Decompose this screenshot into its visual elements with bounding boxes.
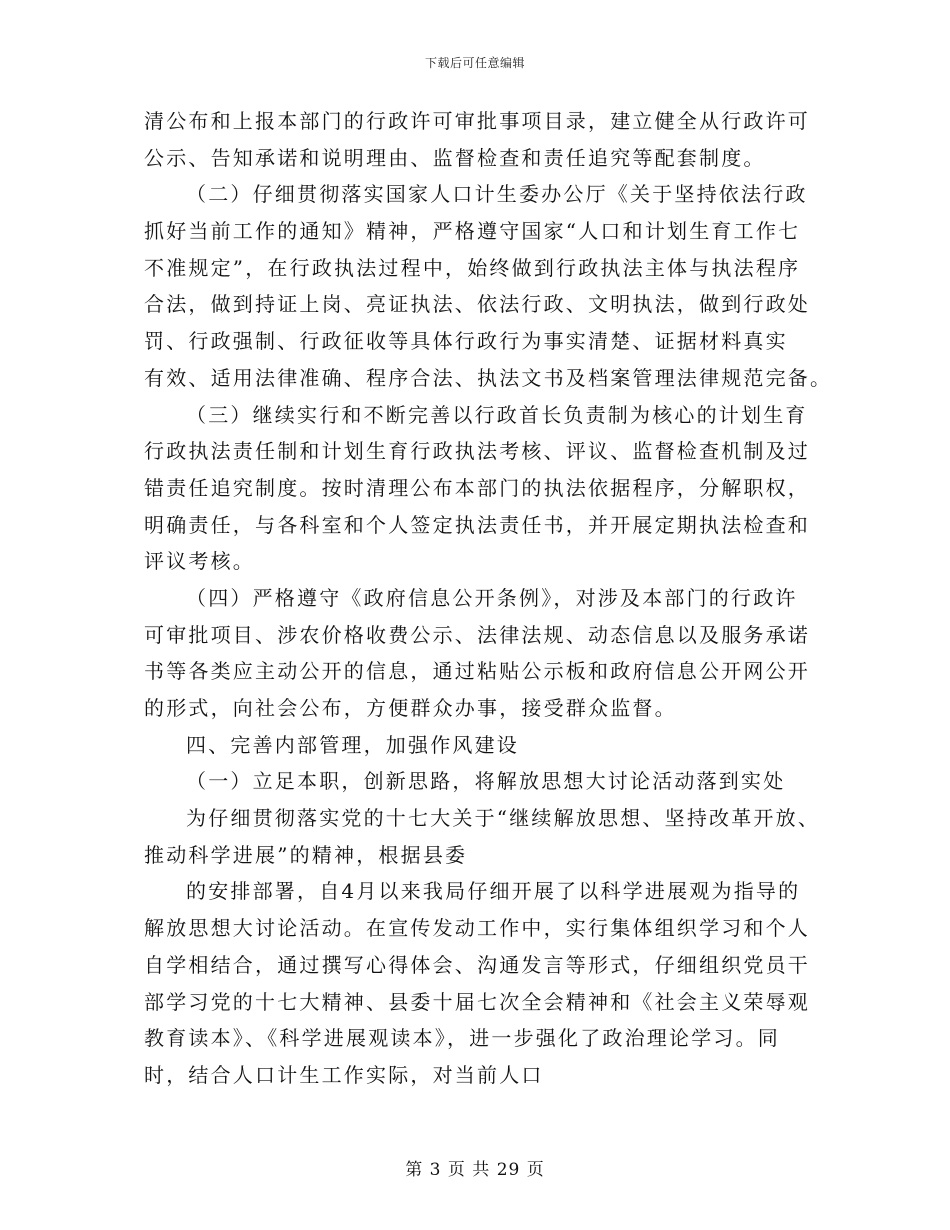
body-line: 抓好当前工作的通知》精神，严格遵守国家“人口和计划生育工作七	[144, 219, 801, 244]
body-line: 不准规定”，在行政执法过程中，始终做到行政执法主体与执法程序	[144, 255, 801, 280]
body-line: 自学相结合，通过撰写心得体会、沟通发言等形式，仔细组织党员干	[144, 952, 810, 977]
body-line: 部学习党的十七大精神、县委十届七次全会精神和《社会主义荣辱观	[144, 989, 810, 1014]
page-footer: 第 3 页 共 29 页	[405, 1160, 545, 1180]
body-line: 有效、适用法律准确、程序合法、执法文书及档案管理法律规范完备。	[144, 365, 833, 390]
section-heading: 四、完善内部管理，加强作风建设	[186, 732, 519, 757]
body-line: 评议考核。	[144, 549, 255, 574]
body-line: 时，结合人口计生工作实际，对当前人口	[144, 1062, 544, 1087]
paragraph-start-line: 的安排部署，自4月以来我局仔细开展了以科学进展观为指导的	[186, 879, 801, 904]
body-line: 明确责任，与各科室和个人签定执法责任书，并开展定期执法检查和	[144, 512, 810, 537]
body-line: 的形式，向社会公布，方便群众办事，接受群众监督。	[144, 696, 677, 720]
body-line: 解放思想大讨论活动。在宣传发动工作中，实行集体组织学习和个人	[144, 916, 810, 941]
subsection-heading: （一）立足本职，创新思路，将解放思想大讨论活动落到实处	[186, 769, 786, 794]
paragraph-start-line: （二）仔细贯彻落实国家人口计生委办公厅《关于坚持依法行政	[186, 182, 808, 207]
paragraph-start-line: 为仔细贯彻落实党的十七大关于“继续解放思想、坚持改革开放、	[186, 806, 821, 831]
body-line: 合法，做到持证上岗、亮证执法、依法行政、文明执法，做到行政处	[144, 292, 810, 317]
body-text	[144, 103, 834, 1094]
page-header: 下载后可任意编辑	[424, 56, 525, 70]
paragraph-start-line: （四）严格遵守《政府信息公开条例》，对涉及本部门的行政许	[186, 585, 798, 610]
body-line: 罚、行政强制、行政征收等具体行政行为事实清楚、证据材料真实	[144, 329, 788, 354]
body-line: 书等各类应主动公开的信息，通过粘贴公示板和政府信息公开网公开	[144, 659, 810, 684]
body-line: 错责任追究制度。按时清理公布本部门的执法依据程序，分解职权，	[144, 475, 810, 500]
body-line: 教育读本》、《科学进展观读本》，进一步强化了政治理论学习。同	[144, 1026, 780, 1051]
body-line: 公示、告知承诺和说明理由、监督检查和责任追究等配套制度。	[144, 145, 766, 170]
body-line: 清公布和上报本部门的行政许可审批事项目录，建立健全从行政许可	[144, 109, 810, 133]
body-line: 行政执法责任制和计划生育行政执法考核、评议、监督检查机制及过	[144, 439, 810, 464]
paragraph-start-line: （三）继续实行和不断完善以行政首长负责制为核心的计划生育	[186, 402, 808, 427]
body-line: 可审批项目、涉农价格收费公示、法律法规、动态信息以及服务承诺	[144, 622, 810, 647]
body-line: 推动科学进展”的精神，根据县委	[144, 842, 468, 867]
